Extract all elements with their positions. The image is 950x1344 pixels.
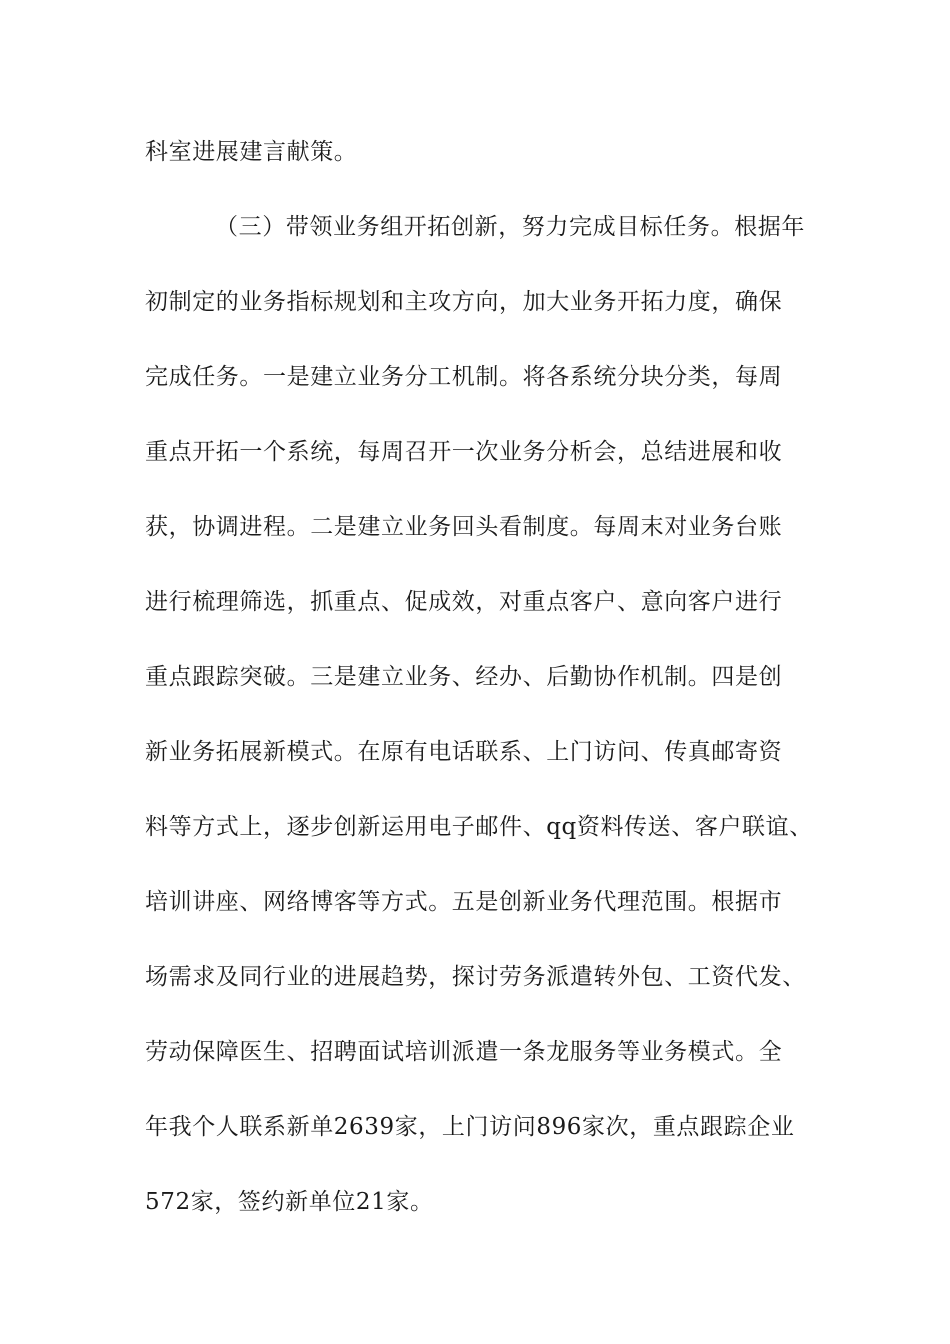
paragraph-line: 572家，签约新单位21家。	[145, 1189, 434, 1215]
paragraph-line: 重点跟踪突破。三是建立业务、经办、后勤协作机制。四是创	[145, 664, 783, 690]
paragraph-line: 进行梳理筛选，抓重点、促成效，对重点客户、意向客户进行	[145, 589, 783, 615]
paragraph-line: 新业务拓展新模式。在原有电话联系、上门访问、传真邮寄资	[145, 739, 783, 765]
paragraph-line: 科室进展建言献策。	[145, 139, 358, 165]
paragraph-line: 劳动保障医生、招聘面试培训派遣一条龙服务等业务模式。全	[145, 1039, 783, 1065]
paragraph-line: 培训讲座、网络博客等方式。五是创新业务代理范围。根据市	[145, 889, 783, 915]
paragraph-line: 重点开拓一个系统，每周召开一次业务分析会，总结进展和收	[145, 439, 783, 465]
paragraph-line: 年我个人联系新单2639家，上门访问896家次，重点跟踪企业	[145, 1114, 795, 1140]
paragraph-line: 料等方式上，逐步创新运用电子邮件、qq资料传送、客户联谊、	[145, 814, 813, 840]
paragraph-line: 完成任务。一是建立业务分工机制。将各系统分块分类，每周	[145, 364, 783, 390]
paragraph-line: 场需求及同行业的进展趋势，探讨劳务派遣转外包、工资代发、	[145, 964, 806, 990]
paragraph-line: 初制定的业务指标规划和主攻方向，加大业务开拓力度，确保	[145, 289, 783, 315]
paragraph-line: （三）带领业务组开拓创新，努力完成目标任务。根据年	[215, 214, 805, 240]
paragraph-line: 获，协调进程。二是建立业务回头看制度。每周末对业务台账	[145, 514, 783, 540]
